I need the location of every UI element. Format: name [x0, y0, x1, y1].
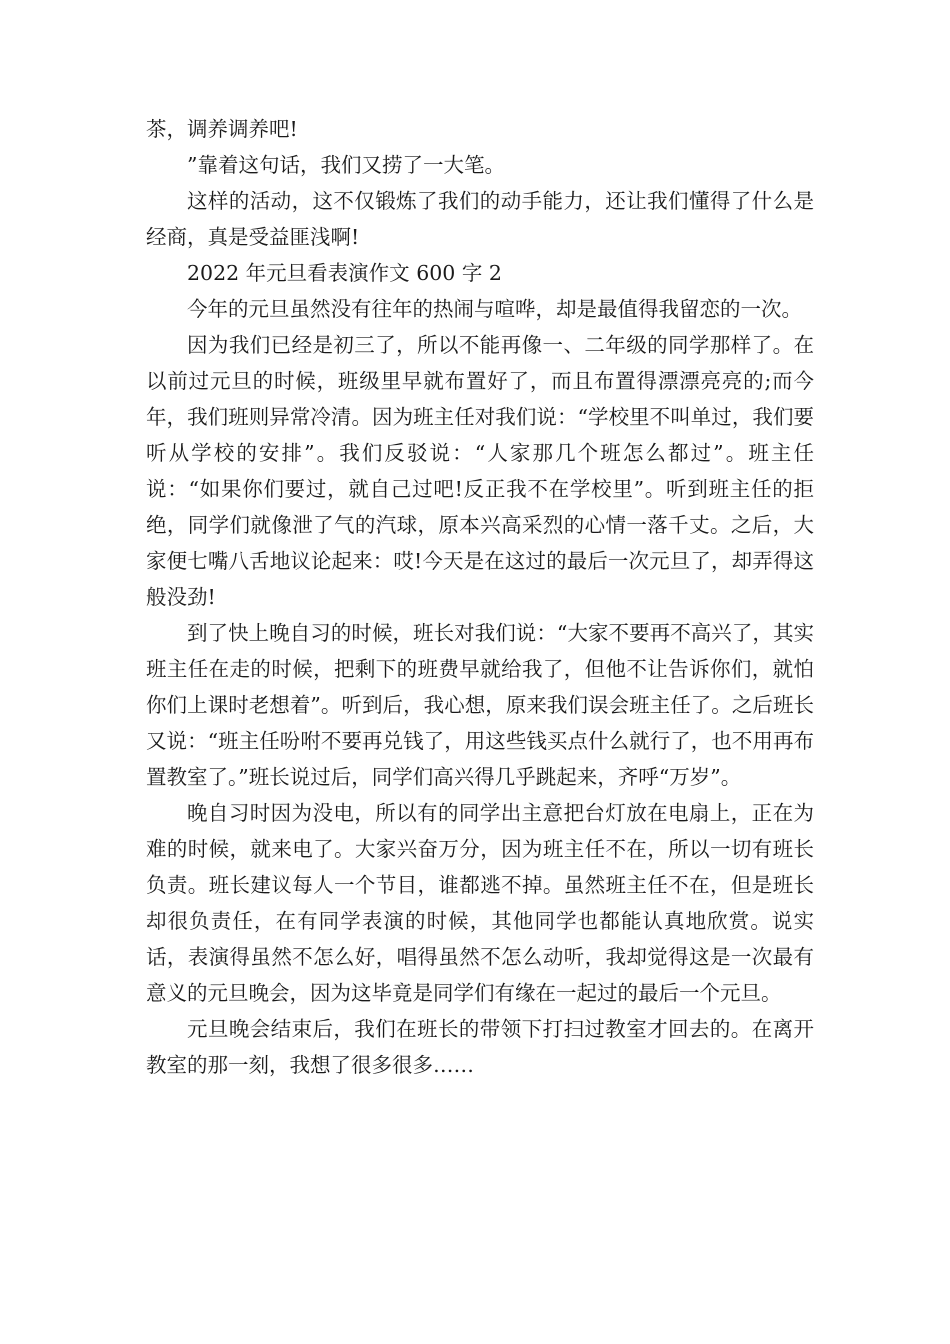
paragraph: ”靠着这句话，我们又捞了一大笔。 — [187, 153, 505, 177]
paragraph: 元旦晚会结束后，我们在班长的带领下打扫过教室才回去的。在离开教室的那一刻，我想了很多很多…… — [146, 1017, 814, 1077]
paragraph-continued: 茶，调养调养吧! — [146, 117, 298, 141]
paragraph: 今年的元旦虽然没有往年的热闹与喧哗，却是最值得我留恋的一次。 — [187, 297, 802, 321]
essay-title: 2022 年元旦看表演作文 600 字 2 — [187, 261, 502, 285]
document-body — [146, 111, 814, 1083]
paragraph: 因为我们已经是初三了，所以不能再像一、二年级的同学那样了。在以前过元旦的时候，班级里早就布置好了，而且布置得漂漂亮亮的;而今年，我们班则异常冷清。因为班主任对我们说：“学校里不叫单过，我们要听从学校的安排”。我们反驳说：“人家那几个班怎么都过”。班主任说：“如果你们要过，就自己过吧!反正我不在学校里”。听到班主任的拒绝，同学们就像泄了气的汽球，原本兴高采烈的心情一落千丈。之后，大家便七嘴八舌地议论起来：哎!今天是在这过的最后一次元旦了，却弄得这般没劲! — [146, 333, 814, 609]
paragraph: 到了快上晚自习的时候，班长对我们说：“大家不要再不高兴了，其实班主任在走的时候，把剩下的班费早就给我了，但他不让告诉你们，就怕你们上课时老想着”。听到后，我心想，原来我们误会班主任了。之后班长又说：“班主任吩咐不要再兑钱了，用这些钱买点什么就行了，也不用再布置教室了。”班长说过后，同学们高兴得几乎跳起来，齐呼“万岁”。 — [146, 621, 814, 789]
paragraph: 这样的活动，这不仅锻炼了我们的动手能力，还让我们懂得了什么是经商，真是受益匪浅啊! — [146, 189, 814, 249]
paragraph: 晚自习时因为没电，所以有的同学出主意把台灯放在电扇上，正在为难的时候，就来电了。大家兴奋万分，因为班主任不在，所以一切有班长负责。班长建议每人一个节目，谁都逃不掉。虽然班主任不在，但是班长却很负责任，在有同学表演的时候，其他同学也都能认真地欣赏。说实话，表演得虽然不怎么好，唱得虽然不怎么动听，我却觉得这是一次最有意义的元旦晚会，因为这毕竟是同学们有缘在一起过的最后一个元旦。 — [146, 801, 814, 1005]
